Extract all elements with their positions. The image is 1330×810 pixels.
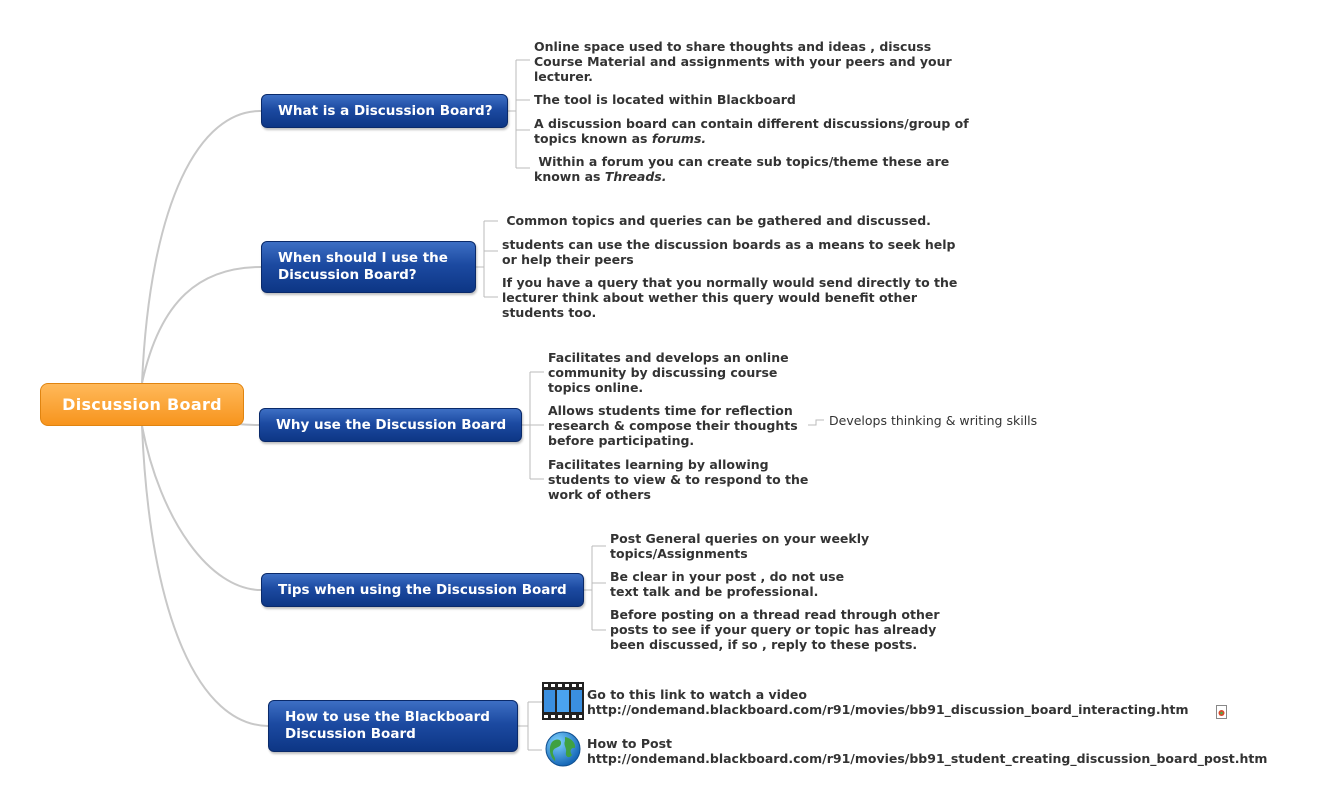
globe-icon <box>544 730 582 768</box>
web-link-icon[interactable] <box>1216 705 1227 719</box>
branch-tips[interactable] <box>261 573 584 607</box>
leaf-reflection-time: Allows students time for reflection research & compose their thoughts before participating. <box>548 403 798 448</box>
leaf-tool-location: The tool is located within Blackboard <box>534 92 796 107</box>
leaf-video-link[interactable]: Go to this link to watch a video http://ondemand.blackboard.com/r91/movies/bb91_discussion_board_interacting.htm <box>587 687 1189 717</box>
leaf-read-before-posting: Before posting on a thread read through other posts to see if your query or topic has already been discussed, if so , reply to these posts. <box>610 607 940 652</box>
leaf-seek-help: students can use the discussion boards as a means to seek help or help their peers <box>502 237 956 267</box>
leaf-forums: A discussion board can contain different discussions/group of topics known as forums. <box>534 116 969 146</box>
branch-title: What is a Discussion Board? <box>278 102 493 119</box>
leaf-online-community: Facilitates and develops an online community by discussing course topics online. <box>548 350 789 395</box>
leaf-learning-by-viewing: Facilitates learning by allowing students to view & to respond to the work of others <box>548 457 809 502</box>
branch-how-to-use[interactable] <box>268 700 518 752</box>
branch-title: Why use the Discussion Board <box>276 416 507 433</box>
leaf-how-to-post-link[interactable]: How to Post http://ondemand.blackboard.com/r91/movies/bb91_student_creating_discussion_board_post.htm <box>587 736 1268 766</box>
branch-title: How to use the Blackboard Discussion Board <box>285 709 490 742</box>
leaf-be-clear: Be clear in your post , do not use text talk and be professional. <box>610 569 845 599</box>
film-strip-icon <box>542 682 584 720</box>
branch-title: Tips when using the Discussion Board <box>278 581 567 598</box>
leaf-general-queries: Post General queries on your weekly topics/Assignments <box>610 531 870 561</box>
branch-title: When should I use the Discussion Board? <box>278 250 448 283</box>
branch-when-to-use[interactable] <box>261 241 476 293</box>
leaf-query-benefit: If you have a query that you normally would send directly to the lecturer think about wether this query would benefit other students too. <box>502 275 958 320</box>
leaf-thinking-skills: Develops thinking & writing skills <box>829 413 1038 428</box>
branch-what-is-discussion-board[interactable] <box>261 94 508 128</box>
leaf-common-topics: Common topics and queries can be gathered and discussed. <box>502 213 931 228</box>
central-topic[interactable]: Discussion Board <box>40 383 244 426</box>
branch-why-use[interactable] <box>259 408 522 442</box>
leaf-online-space: Online space used to share thoughts and ideas , discuss Course Material and assignments with your peers and your lecturer. <box>534 39 952 84</box>
leaf-threads: Within a forum you can create sub topics/theme these are known as Threads. <box>534 154 950 184</box>
